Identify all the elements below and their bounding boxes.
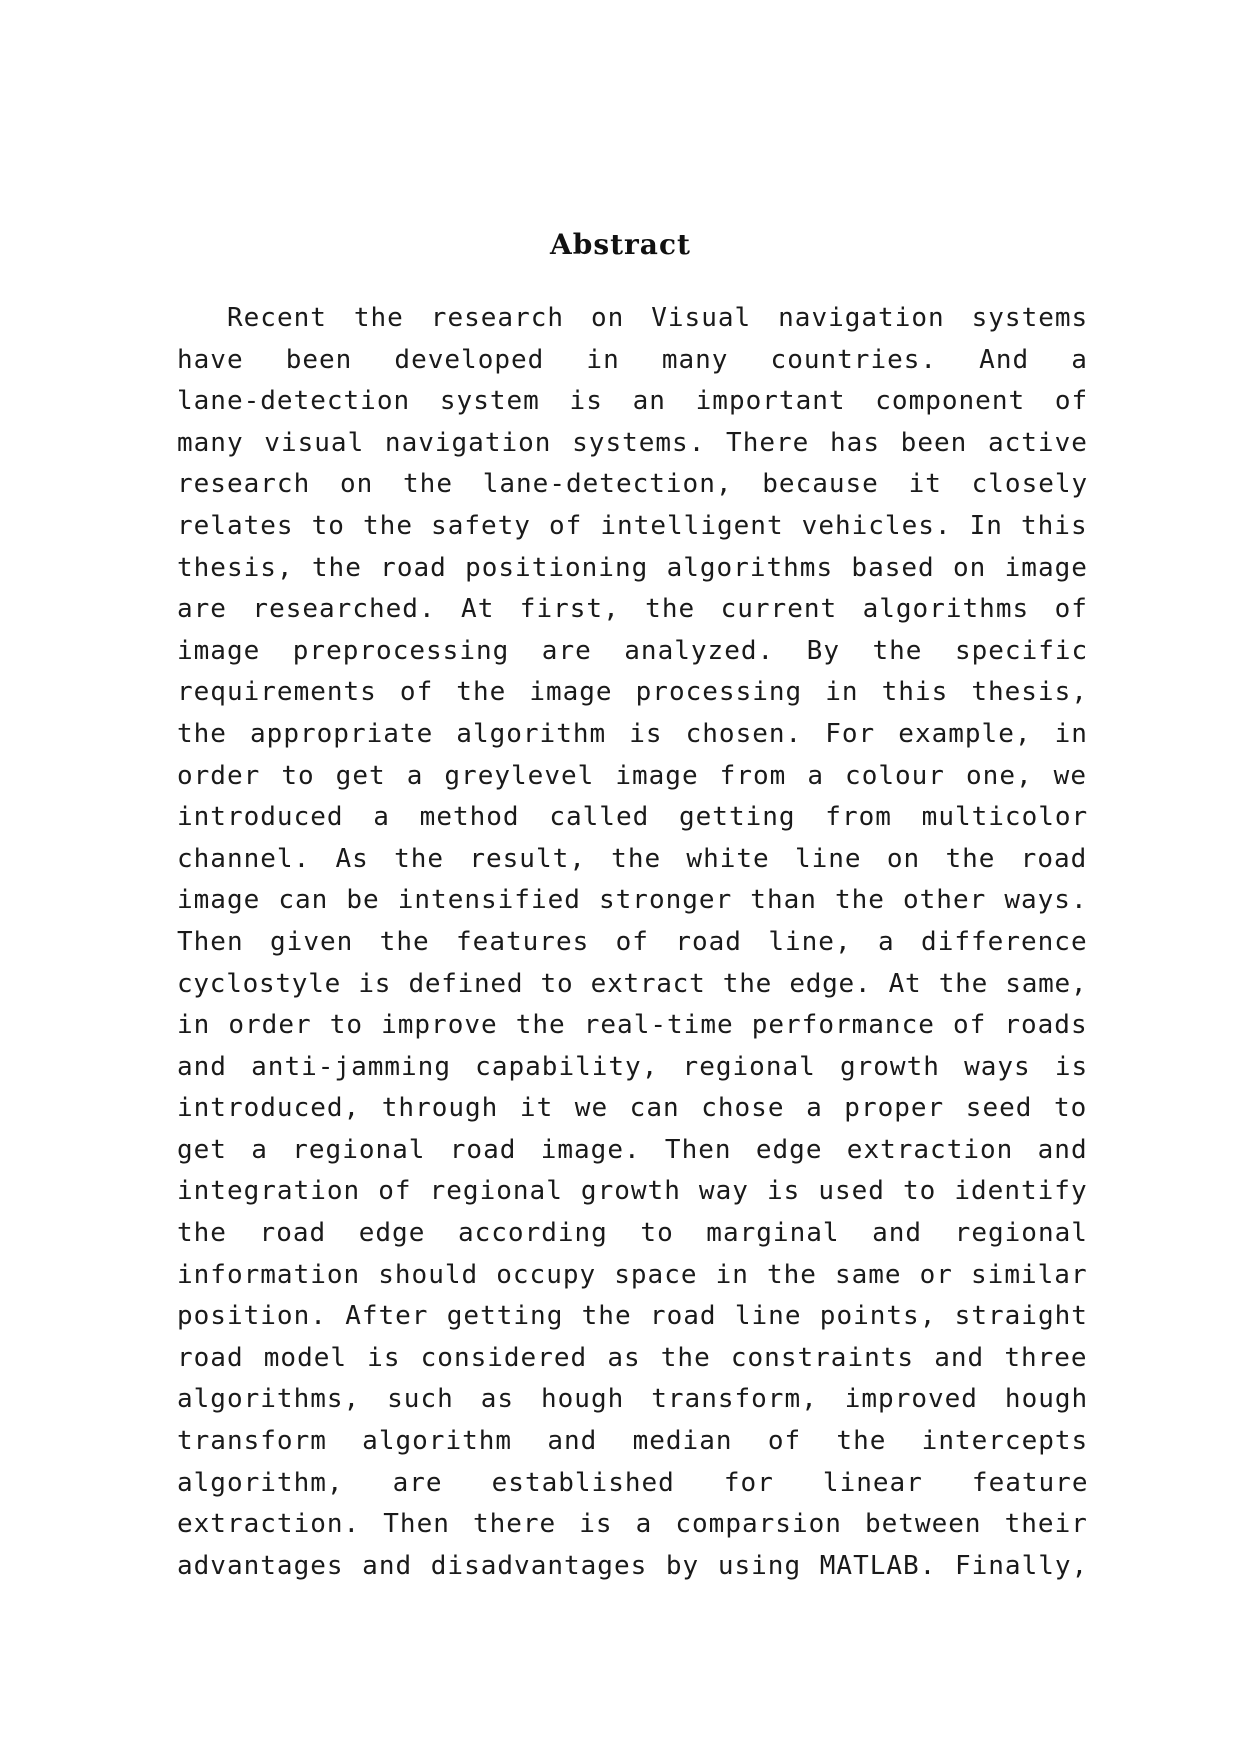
abstract-line: thesis, the road positioning algorithms based on image (177, 552, 1088, 583)
abstract-line: are researched. At first, the current algorithms of (177, 594, 1088, 625)
abstract-line: Then given the features of road line, a difference (177, 926, 1088, 957)
abstract-line: cyclostyle is defined to extract the edge. At the same, (177, 968, 1088, 999)
abstract-line: image can be intensified stronger than the other ways. (177, 885, 1088, 916)
abstract-line: algorithm, are established for linear feature (177, 1467, 1089, 1498)
abstract-line: channel. As the result, the white line on the road (177, 843, 1088, 874)
abstract-line: the road edge according to marginal and regional (177, 1218, 1088, 1249)
abstract-line: position. After getting the road line points, straight (177, 1301, 1088, 1332)
abstract-line: introduced a method called getting from multicolor (177, 802, 1089, 833)
abstract-line: research on the lane-detection, because it closely (177, 469, 1089, 500)
abstract-line: have been developed in many countries. And a (177, 344, 1088, 375)
abstract-line: transform algorithm and median of the intercepts (177, 1426, 1089, 1457)
abstract-line: relates to the safety of intelligent vehicles. In this (177, 510, 1088, 541)
abstract-line: road model is considered as the constraints and three (177, 1342, 1088, 1373)
abstract-line: algorithms, such as hough transform, improved hough (177, 1384, 1089, 1415)
abstract-line: many visual navigation systems. There has been active (177, 427, 1088, 458)
abstract-line: integration of regional growth way is used to identify (177, 1176, 1088, 1207)
abstract-line: the appropriate algorithm is chosen. For example, in (177, 718, 1088, 749)
abstract-line: image preprocessing are analyzed. By the specific (177, 635, 1089, 666)
abstract-line: extraction. Then there is a comparsion between their (177, 1509, 1088, 1540)
abstract-line: requirements of the image processing in this thesis, (177, 677, 1088, 708)
abstract-line: introduced, through it we can chose a proper seed to (177, 1093, 1088, 1124)
abstract-line: order to get a greylevel image from a colour one, we (177, 760, 1087, 791)
abstract-body (177, 298, 1090, 1587)
abstract-line: get a regional road image. Then edge extraction and (177, 1134, 1088, 1165)
abstract-line: Recent the research on Visual navigation systems (227, 303, 1089, 333)
abstract-line: lane-detection system is an important component of (177, 386, 1089, 417)
abstract-line: in order to improve the real-time performance of roads (177, 1010, 1088, 1041)
abstract-line: advantages and disadvantages by using MATLAB. Finally, (177, 1550, 1089, 1581)
abstract-line: and anti-jamming capability, regional growth ways is (177, 1051, 1089, 1082)
abstract-line: information should occupy space in the same or similar (177, 1259, 1088, 1290)
abstract-title: Abstract (550, 228, 691, 261)
